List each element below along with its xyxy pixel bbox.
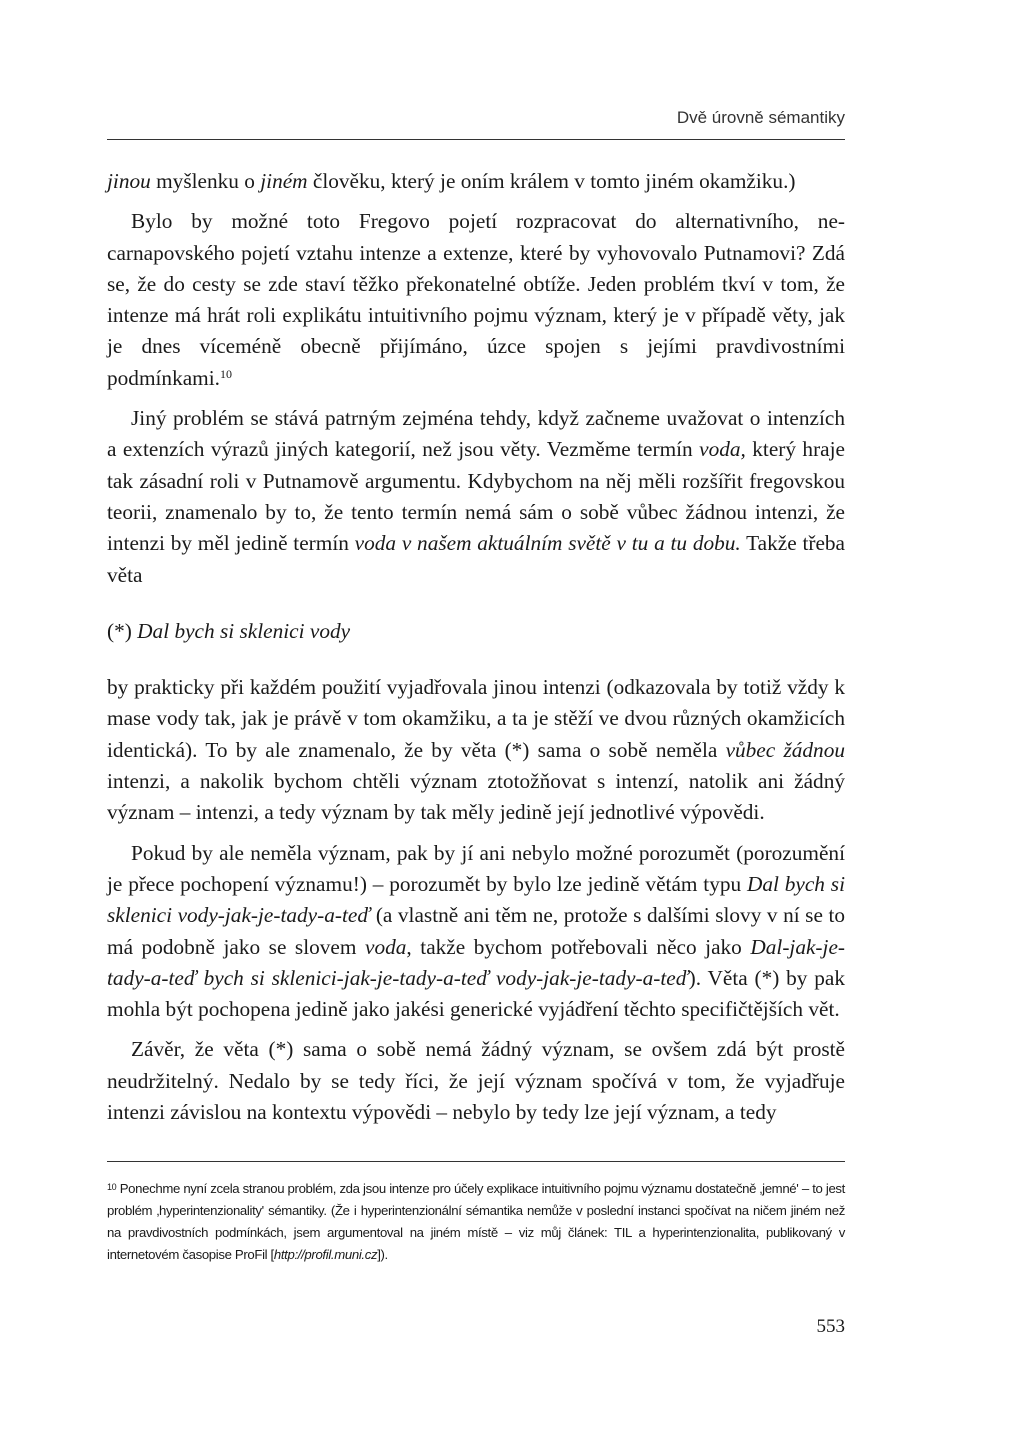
italic-term: Dal bych si sklenici vody-jak-je-tady-a-teď [107, 871, 845, 928]
text-run: , takže bychom potřebovali něco jako [406, 934, 751, 959]
italic-term: voda [365, 934, 407, 959]
footnote-text [107, 1178, 845, 1266]
text-run: ). Věta (*) by pak mohla být pochopena jedině jako jakési generické vyjádření těchto specifičtějších vět. [107, 965, 845, 1022]
text-run: intenzi, a nakolik bychom chtěli význam ztotožňovat s intenzí, natolik ani žádný význam – intenzi, a tedy význam by tak měly jedině její jednotlivé výpovědi. [107, 769, 845, 825]
footnote-number: 10 [107, 1182, 117, 1192]
italic-term: voda v našem aktuálním světě v tu a tu dobu. [354, 531, 741, 556]
paragraph-water [107, 403, 845, 591]
footnote-url: http://profil.muni.cz [273, 1247, 378, 1262]
example-marker: (*) [107, 618, 138, 643]
text-run: Závěr, že věta (*) sama o sobě nemá žádný význam, se ovšem zdá být prostě neudržitelný. Nedalo by se tedy říci, že její význam spočívá v tom, že vyjadřuje intenzi závislou na kontextu výpovědi – nebylo by tedy lze její význam, a tedy [107, 1037, 845, 1125]
italic-term: Dal-jak-je-tady-a-teď bych si sklenici-jak-je-tady-a-teď vody-jak-je-tady-a-teď [107, 934, 845, 990]
example-sentence [107, 616, 845, 647]
text-run: Takže třeba věta [107, 531, 846, 587]
footnote [107, 1178, 845, 1266]
italic-term: voda, [699, 437, 746, 462]
text-run: (a vlastně ani těm ne, protože s dalšími slovy v ní se to má podobně jako se slovem [107, 903, 846, 959]
main-text [107, 166, 845, 1128]
example-text: Dal bych si sklenici vody [137, 618, 351, 643]
text-run: Jiný problém se stává patrným zejména tehdy, když začneme uvažovat o intenzích a extenzích výrazů jiných kategorií, než jsou věty. Vezměme termín [107, 406, 845, 462]
italic-term: jinou [107, 169, 151, 193]
text-run: Bylo by možné toto Fregovo pojetí rozpracovat do alternativního, ne-carnapovského pojetí vztahu intenze a extenze, které by vyhovovalo Putnamovi? Zdá se, že do cesty se zde staví těžko překonatelné obtíže. Jeden problém tkví v tom, že intenze má hrát roli explikátu intuitivního pojmu význam, který je v případě věty, jak je dnes víceméně obecně přijímáno, úzce spojen s jejími pravdivostními podmínkami. [107, 209, 845, 390]
paragraph-conclusion [107, 1034, 845, 1128]
italic-term: vůbec žádnou [725, 737, 845, 762]
italic-term: jiném [260, 169, 308, 193]
text-run: Ponechme nyní zcela stranou problém, zda jsou intenze pro účely explikace intuitivního pojmu významu dostatečně ‚jemné' – to jest problém ‚hyperintenzionality' sémantiky. (Že i hyperintenzionální sémantika nemůže v poslední instanci spočívat na ničem jiném než na pravdivostních podmínkách, jsem argumentoval na jiném místě – viz můj článek: TIL a hyperintenzionalita, publikovaný v internetovém časopise ProFil [ [107, 1181, 845, 1262]
footnote-reference: 10 [219, 366, 232, 381]
text-run: ]). [377, 1247, 388, 1262]
header-rule [107, 139, 845, 140]
paragraph-frege [107, 206, 845, 394]
running-head: Dvě úrovně sémantiky [676, 108, 845, 127]
paragraph-intension [107, 672, 845, 828]
text-run: Pokud by ale neměla význam, pak by jí ani nebylo možné porozumět (porozumění je přece pochopení významu!) – porozumět by bylo lze jedině větám typu [107, 840, 845, 896]
paragraph-continuation [107, 166, 845, 197]
text-run: by prakticky při každém použití vyjadřovala jinou intenzi (odkazovala by totiž vždy k mase vody tak, jak je právě v tom okamžiku, a ta je stěží ve dvou různých okamžicích identická). To by ale znamenalo, že by věta (*) sama o sobě neměla [107, 675, 845, 762]
page-number: 553 [816, 1316, 845, 1337]
text-run: který hraje tak zásadní roli v Putnamově argumentu. Kdybychom na něj měli rozšířit fregovskou teorii, znamenalo by to, že tento termín nemá sám o sobě vůbec žádnou intenzi, že intenzi by měl jedině termín [107, 437, 845, 556]
footnote-rule [107, 1161, 845, 1162]
text-run: myšlenku o [150, 169, 261, 193]
paragraph-understanding [107, 838, 845, 1026]
text-run: člověku, který je oním králem v tomto jiném okamžiku.) [307, 169, 796, 193]
